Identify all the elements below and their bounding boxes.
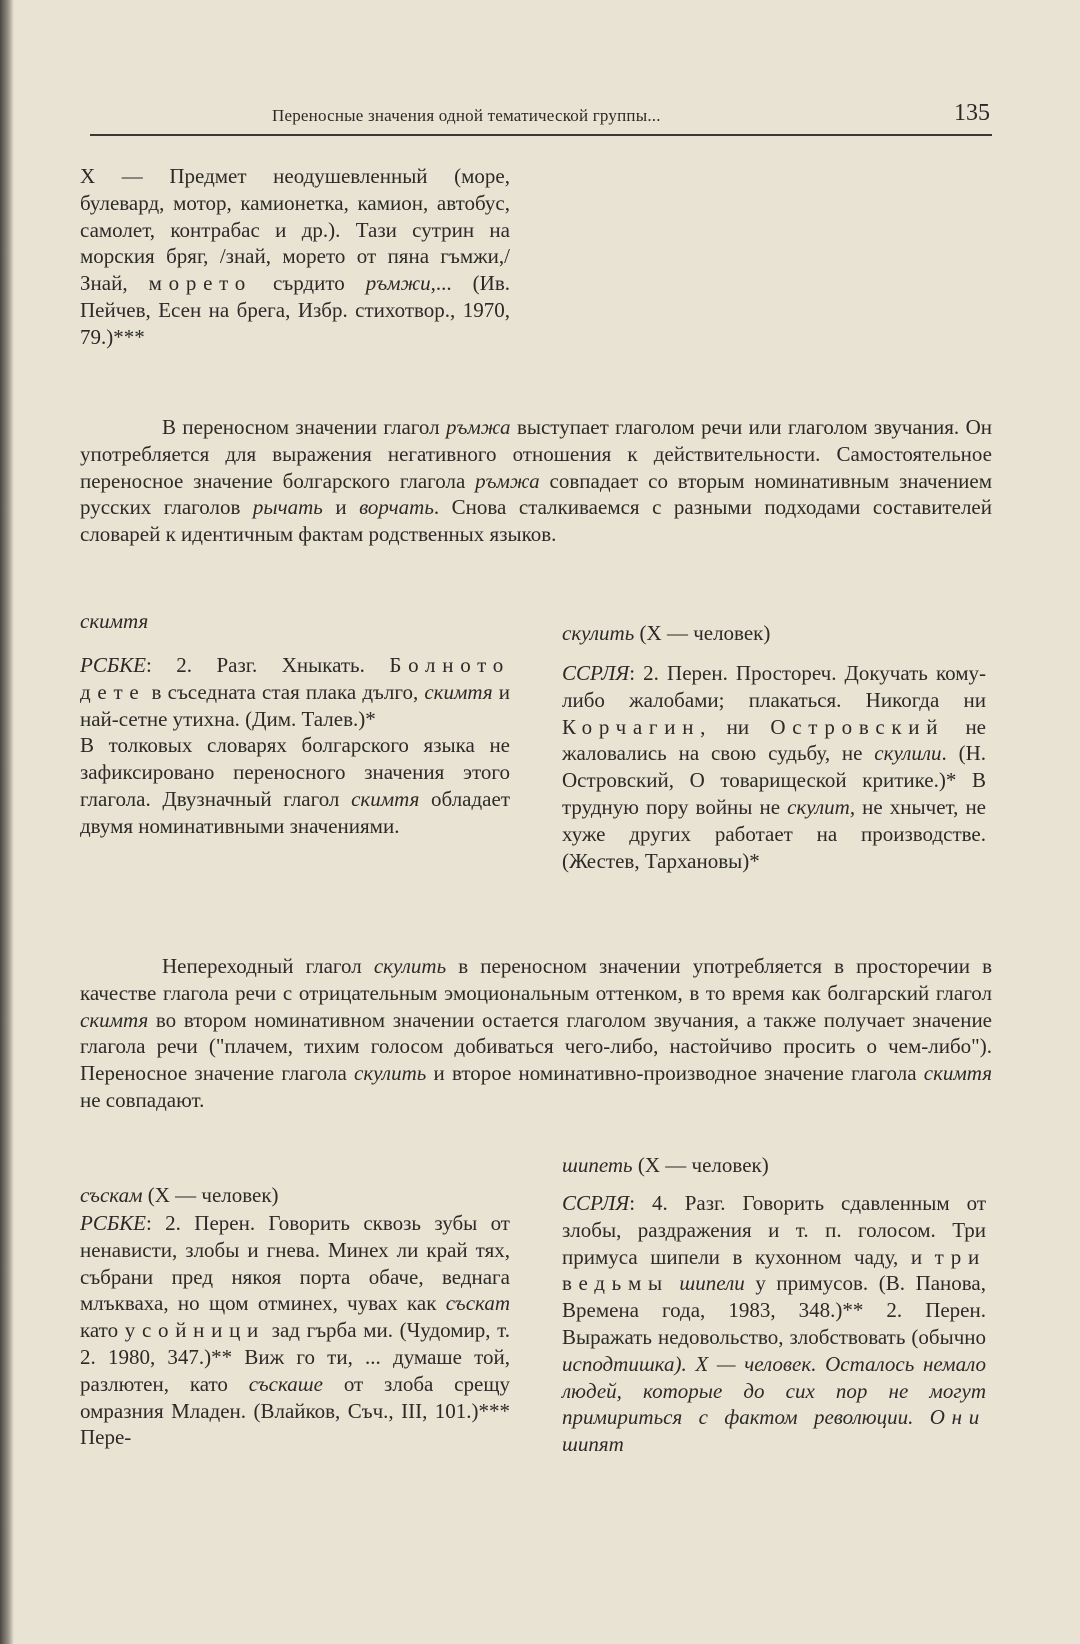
entry-saskam-heading: съскам (X — человек) [80,1183,279,1207]
entry-skimtya-heading: скимтя [80,609,149,633]
entry-skulit-heading: скулить (X — человек) [562,621,771,645]
entry-skulit: ССРЛЯ: 2. Перен. Простореч. Докучать кому-либо жалобами; плакаться. Никогда ни Корчагин, ни Островский не жаловались на свою судьбу, не скулили. (Н. Островский, О товарищеской критике.)* В трудную пору войны не скулит, не хнычет, не хуже других работает на производстве. (Жестев, Тархановы)* [562,661,986,873]
entry-skimtya: РСБКЕ: 2. Разг. Хныкать. Болното дете в съседната стая плака дълго, скимтя и най-сетне утихна. (Дим. Талев.)* В толковых словарях болгарского языка не зафиксировано переносного значения этого глагола. Двузначный глагол скимтя обладает двумя номинативными значениями. [80,653,510,838]
paragraph-rymzha: В переносном значении глагол ръмжа выступает глаголом речи или глаголом звучания. Он употребляется для выражения негативного отношения к действительности. Самостоятельное переносное значение болгарского глагола ръмжа совпадает со вторым номинативным значением русских глаголов рычать и ворчать. Снова сталкиваемся с разными подходами составителей словарей к идентичным фактам родственных языков. [80,415,992,547]
running-title: Переносные значения одной тематической группы... [272,106,661,125]
entry-rymzha-continuation: X — Предмет неодушевленный (море, булевард, мотор, камионетка, камион, автобус, самолет, контрабас и др.). Тази сутрин на морския бряг, /знай, морето от пяна гъмжи,/ Знай, морето сърдито ръмжи,... (Ив. Пейчев, Есен на брега, Избр. стихотвор., 1970, 79.)*** [80,164,510,349]
entry-shipet-heading: шипеть (X — человек) [562,1153,769,1177]
running-header [90,98,992,136]
paragraph-skulit: Непереходный глагол скулить в переносном значении употребляется в просторечии в качестве глагола речи с отрицательным эмоциональным оттенком, в то время как болгарский глагол скимтя во втором номинативном значении остается глаголом звучания, а также получает значение глагола речи ("плачем, тихим голосом добиваться чего-либо, настойчиво просить о чем-либо"). Переносное значение глагола скулить и второе номинативно-производное значение глагола скимтя не совпадают. [80,954,992,1112]
entry-shipet: ССРЛЯ: 4. Разг. Говорить сдавленным от злобы, раздражения и т. п. голосом. Три примуса шипели в кухонном чаду, и три ведьмы шипели у примусов. (В. Панова, Времена года, 1983, 348.)** 2. Перен. Выражать недовольство, злобствовать (обычно исподтишка). X — человек. Осталось немало людей, которые до сих пор не могут примириться с фактом революции. Они шипят [562,1191,987,1457]
page-number: 135 [954,100,990,126]
entry-saskam: РСБКЕ: 2. Перен. Говорить сквозь зубы от ненависти, злобы и гнева. Минех ли край тях, събрани пред някоя порта обаче, веднага млъкваха, но щом отминех, чувах как съскат като усойници зад гърба ми. (Чудомир, т. 2. 1980, 347.)** Виж го ти, ... думаше той, разлютен, като съскаше от злоба срещу омразния Младен. (Влайков, Съч., III, 101.)*** Пере- [80,1211,511,1450]
